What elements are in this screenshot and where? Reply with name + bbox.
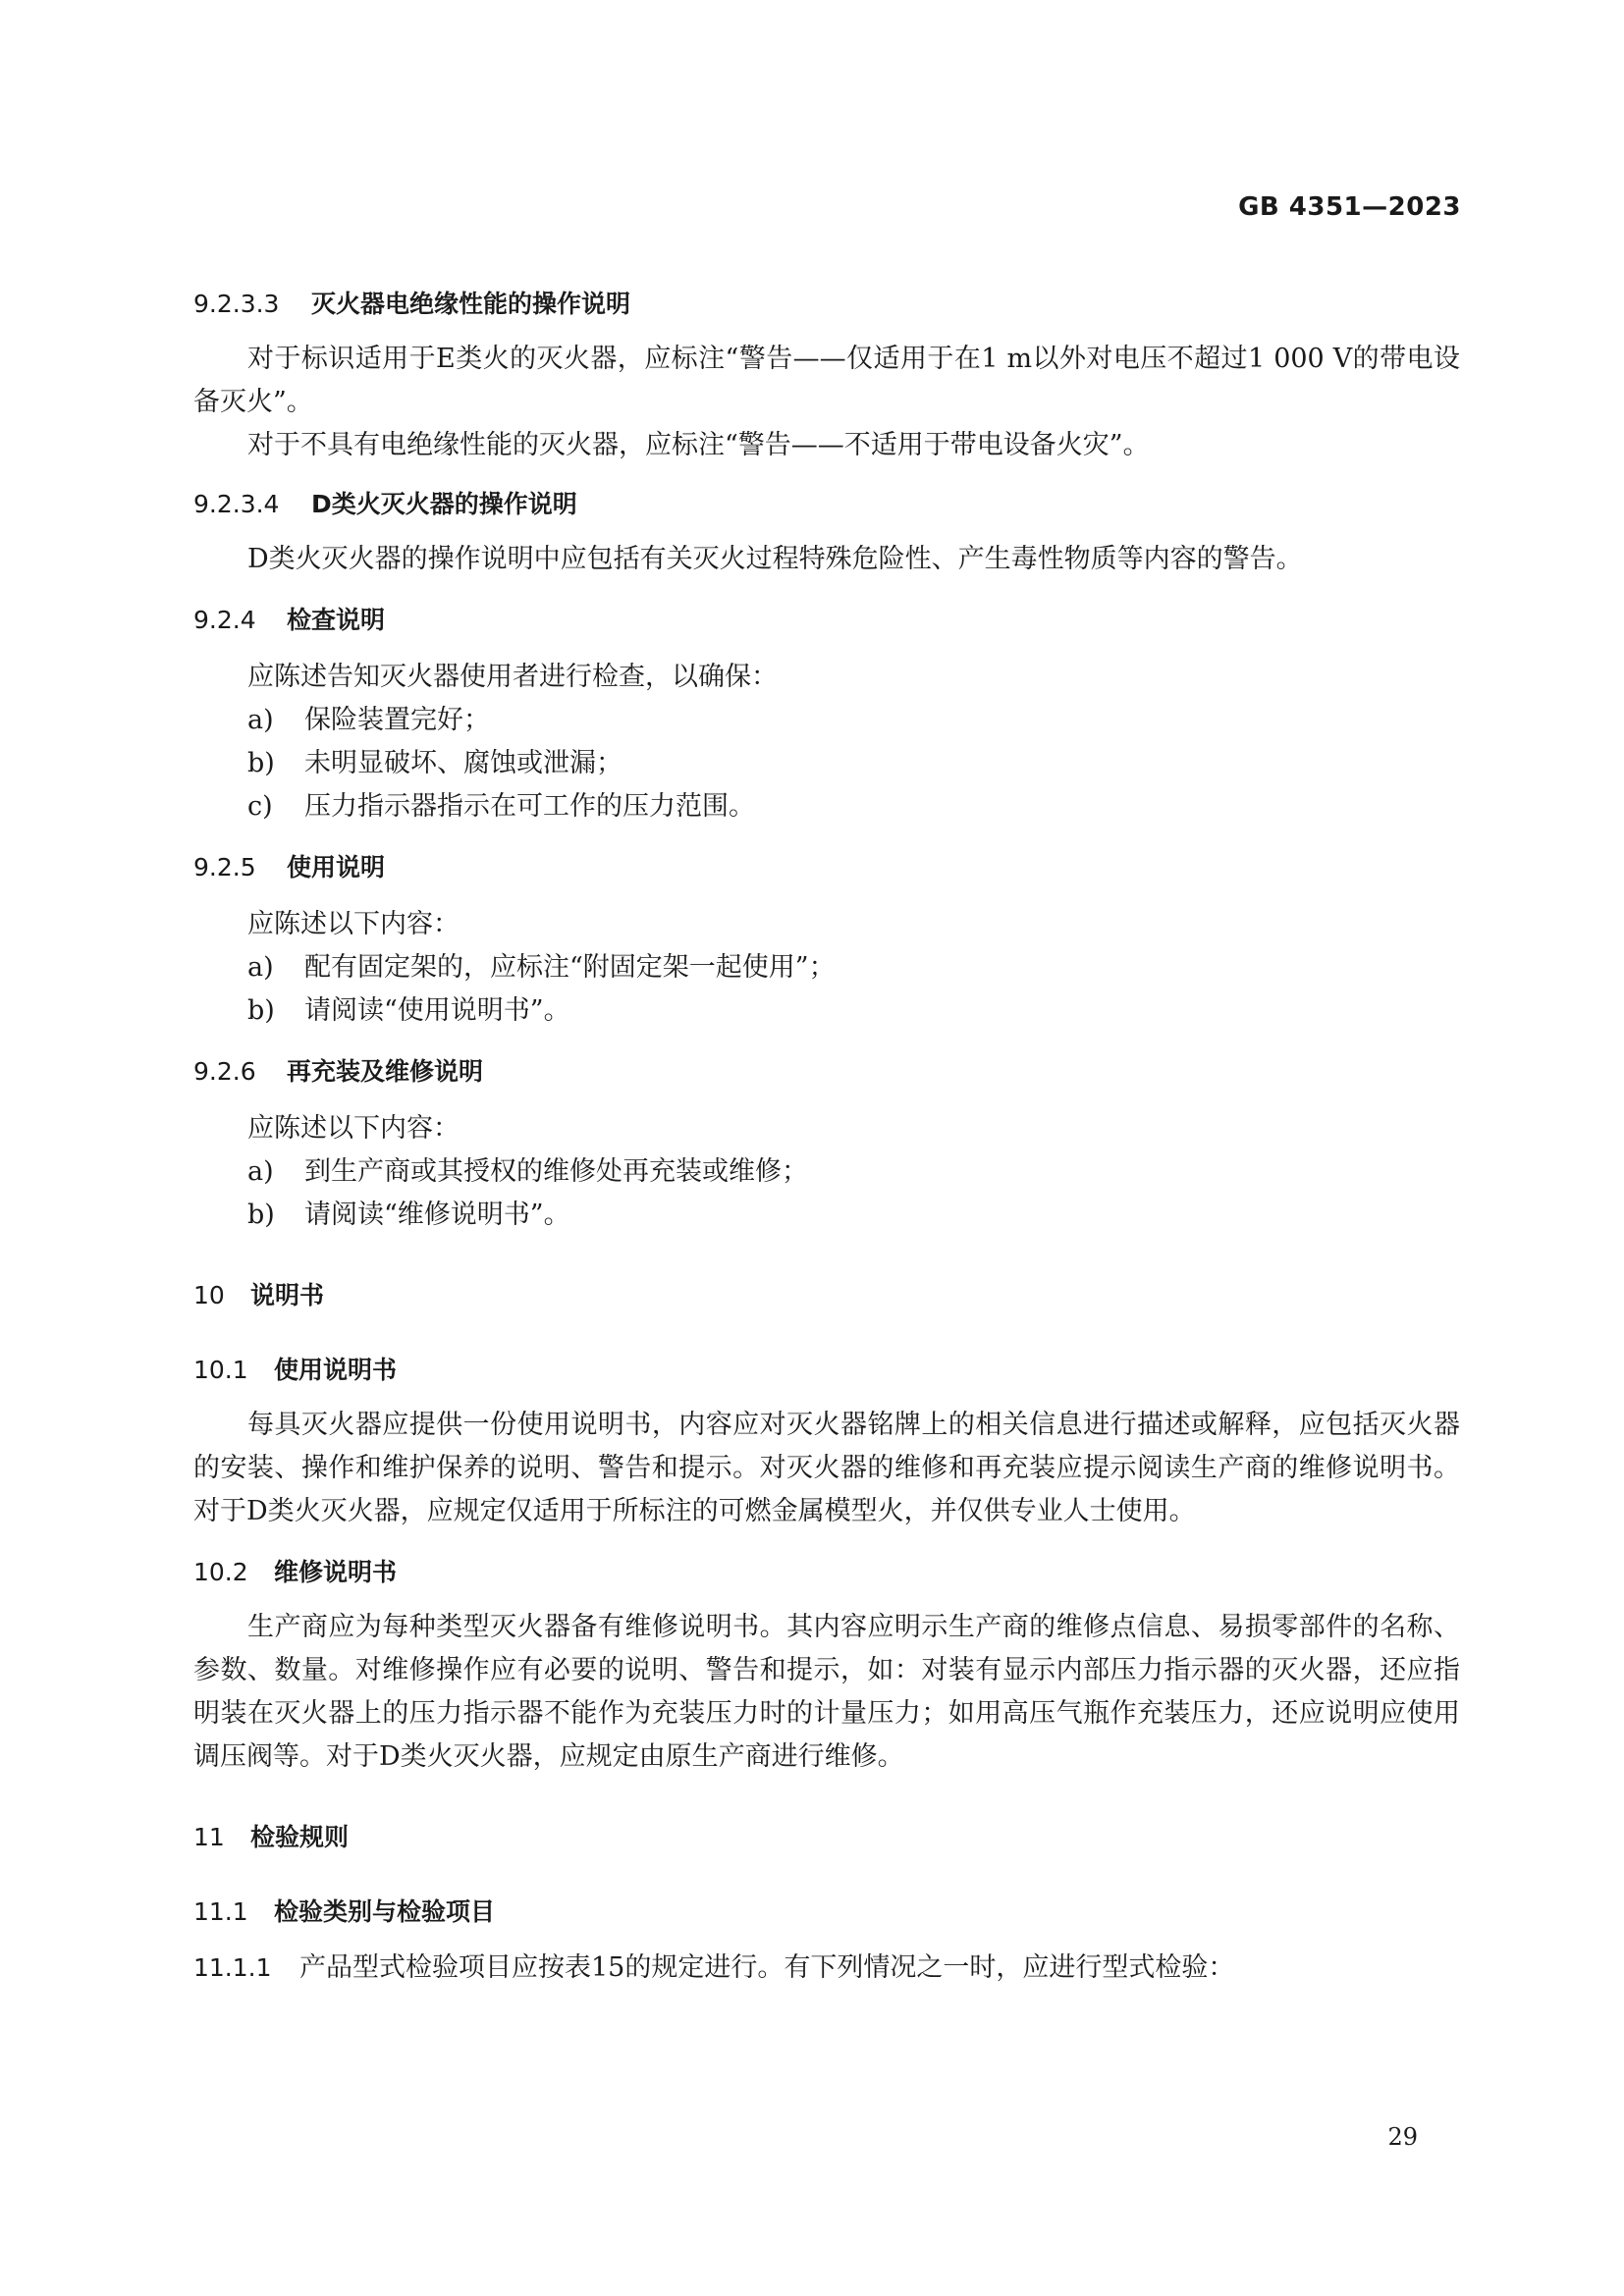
clause-text: 产品型式检验项目应按表15的规定进行。有下列情况之一时，应进行型式检验： [299, 1952, 1235, 1983]
heading-number: 9.2.4 [193, 606, 256, 634]
heading-title: 检验规则 [250, 1823, 350, 1851]
document-body [193, 285, 1460, 1984]
clause-number: 11.1.1 [193, 1953, 272, 1982]
list-text: 未明显破坏、腐蚀或泄漏； [304, 748, 623, 778]
list-marker: a) [247, 1156, 274, 1187]
heading-9-2-4 [193, 601, 1460, 636]
heading-title: 维修说明书 [274, 1558, 398, 1586]
paragraph: 应陈述告知灭火器使用者进行检查，以确保： [247, 662, 778, 692]
heading-number: 10.1 [193, 1356, 248, 1384]
list-item [193, 1194, 1460, 1237]
heading-9-2-5 [193, 848, 1460, 883]
heading-title: 说明书 [250, 1281, 325, 1309]
standard-number: GB 4351—2023 [1238, 192, 1461, 222]
heading-title: D类火灭火器的操作说明 [311, 490, 577, 518]
list-item [193, 1150, 1460, 1194]
page-number: 29 [1387, 2123, 1418, 2151]
heading-number: 11 [193, 1823, 225, 1851]
heading-10-1 [193, 1351, 1460, 1386]
heading-9-2-6 [193, 1052, 1460, 1088]
paragraph: 每具灭火器应提供一份使用说明书，内容应对灭火器铭牌上的相关信息进行描述或解释，应包括灭火器的安装、操作和维护保养的说明、警告和提示。对灭火器的维修和再充装应提示阅读生产商的维修说明书。对于D类火灭火器，应规定仅适用于所标注的可燃金属模型火，并仅供专业人士使用。 [193, 1410, 1460, 1526]
list-item [193, 785, 1460, 828]
heading-title: 检查说明 [287, 606, 386, 634]
heading-10 [193, 1276, 1460, 1311]
heading-11 [193, 1818, 1460, 1853]
list-item [193, 946, 1460, 989]
heading-number: 9.2.3.3 [193, 290, 280, 318]
heading-title: 再充装及维修说明 [287, 1057, 484, 1086]
list-item [193, 742, 1460, 785]
paragraph: 对于标识适用于E类火的灭火器，应标注“警告——仅适用于在1 m以外对电压不超过1 000 V的带电设备灭火”。 [193, 344, 1460, 417]
heading-title: 使用说明 [287, 853, 386, 881]
list-text: 配有固定架的，应标注“附固定架一起使用”； [304, 952, 836, 983]
list-marker: b) [247, 1200, 275, 1230]
list-item [193, 989, 1460, 1033]
list-marker: a) [247, 705, 274, 735]
list-marker: b) [247, 748, 275, 778]
heading-10-2 [193, 1553, 1460, 1588]
heading-title: 灭火器电绝缘性能的操作说明 [311, 290, 631, 318]
list-marker: b) [247, 995, 275, 1026]
list-text: 请阅读“维修说明书”。 [304, 1200, 570, 1230]
heading-9-2-3-4 [193, 485, 1460, 520]
list-item [193, 699, 1460, 742]
heading-title: 检验类别与检验项目 [274, 1897, 496, 1926]
list-text: 压力指示器指示在可工作的压力范围。 [304, 791, 755, 822]
paragraph: D类火灭火器的操作说明中应包括有关灭火过程特殊危险性、产生毒性物质等内容的警告。 [247, 544, 1303, 574]
heading-number: 9.2.3.4 [193, 490, 280, 518]
list-marker: a) [247, 952, 274, 983]
list-text: 保险装置完好； [304, 705, 490, 735]
clause-11-1-1 [193, 1946, 1460, 1984]
heading-number: 11.1 [193, 1897, 248, 1926]
paragraph: 对于不具有电绝缘性能的灭火器，应标注“警告——不适用于带电设备火灾”。 [247, 430, 1150, 460]
heading-11-1 [193, 1893, 1460, 1928]
list-marker: c) [247, 791, 273, 822]
list-text: 到生产商或其授权的维修处再充装或维修； [304, 1156, 808, 1187]
heading-number: 10.2 [193, 1558, 248, 1586]
list-text: 请阅读“使用说明书”。 [304, 995, 570, 1026]
paragraph: 生产商应为每种类型灭火器备有维修说明书。其内容应明示生产商的维修点信息、易损零部件的名称、参数、数量。对维修操作应有必要的说明、警告和提示，如：对装有显示内部压力指示器的灭火器，还应指明装在灭火器上的压力指示器不能作为充装压力时的计量压力；如用高压气瓶作充装压力，还应说明应使用调压阀等。对于D类火灭火器，应规定由原生产商进行维修。 [193, 1612, 1460, 1772]
heading-number: 10 [193, 1281, 225, 1309]
heading-number: 9.2.6 [193, 1057, 256, 1086]
paragraph: 应陈述以下内容： [247, 1113, 460, 1144]
heading-number: 9.2.5 [193, 853, 256, 881]
heading-title: 使用说明书 [274, 1356, 398, 1384]
paragraph: 应陈述以下内容： [247, 909, 460, 939]
heading-9-2-3-3 [193, 285, 1460, 320]
